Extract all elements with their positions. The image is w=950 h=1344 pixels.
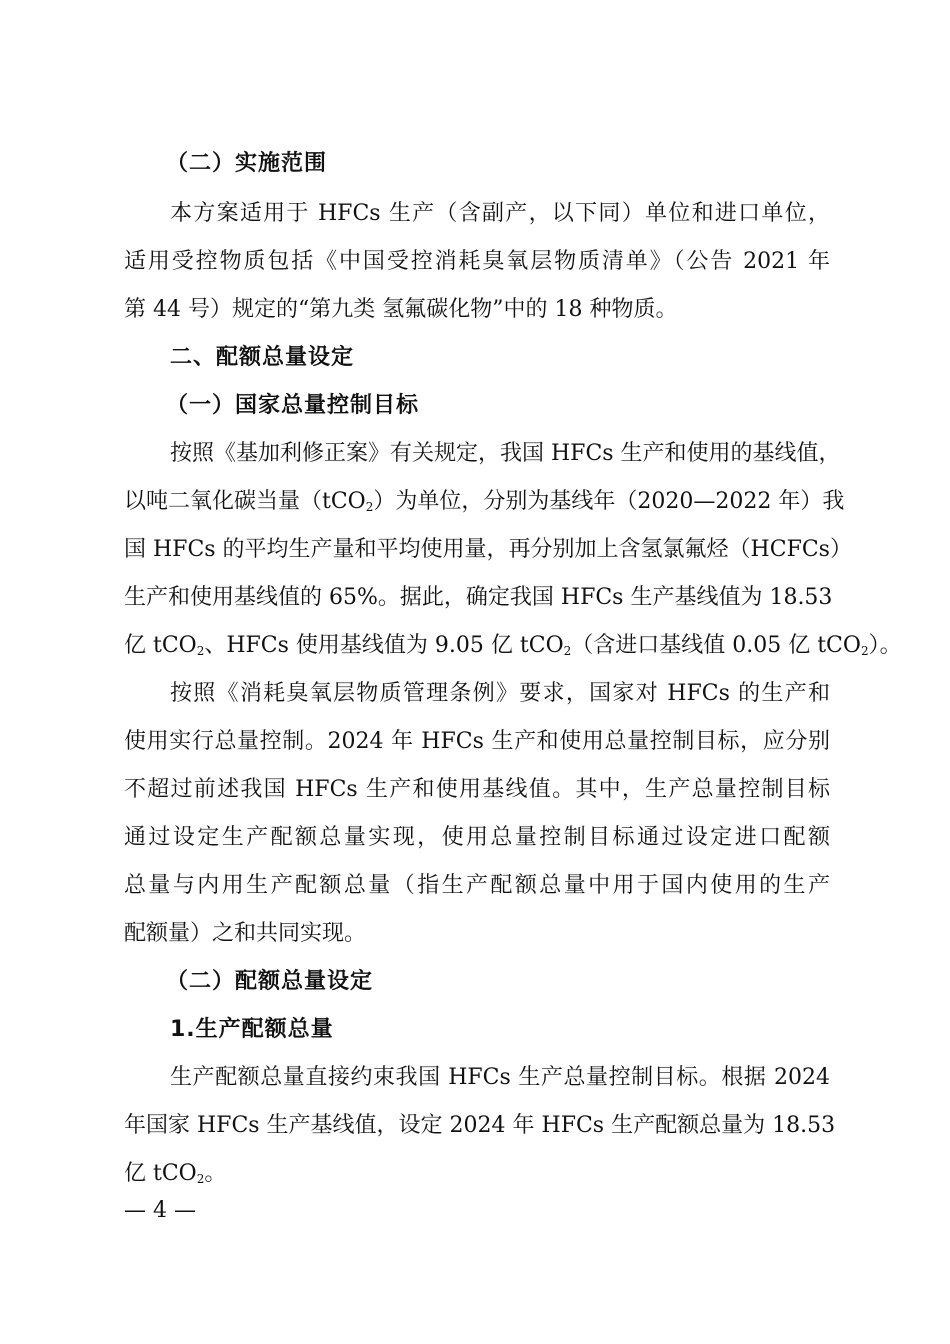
paragraph-line: 本方案适用于 HFCs 生产（含副产，以下同）单位和进口单位， xyxy=(170,201,830,226)
sub-heading-production-quota: 1.生产配额总量 xyxy=(170,1017,334,1042)
paragraph-line: 使用实行总量控制。2024 年 HFCs 生产和使用总量控制目标，应分别 xyxy=(124,729,830,754)
paragraph-line: 国 HFCs 的平均生产量和平均使用量，再分别加上含氢氯氟烃（HCFCs） xyxy=(124,537,852,562)
paragraph-line: 按照《消耗臭氧层物质管理条例》要求，国家对 HFCs 的生产和 xyxy=(170,681,830,706)
paragraph-line xyxy=(124,628,902,664)
text-segment: ）。 xyxy=(868,633,902,658)
section-heading-scope: （二）实施范围 xyxy=(166,151,328,176)
paragraph-line: 总量与内用生产配额总量（指生产配额总量中用于国内使用的生产 xyxy=(124,873,830,898)
section-heading-quota-setting: 二、配额总量设定 xyxy=(170,345,355,370)
paragraph-line: 适用受控物质包括《中国受控消耗臭氧层物质清单》（公告 2021 年 xyxy=(124,249,830,274)
text-segment: 、HFCs 使用基线值为 9.05 亿 tCO xyxy=(204,633,564,658)
section-heading-national-target: （一）国家总量控制目标 xyxy=(166,393,420,418)
page-number: — 4 — xyxy=(124,1198,196,1223)
paragraph-line: 不超过前述我国 HFCs 生产和使用基线值。其中，生产总量控制目标 xyxy=(124,777,830,802)
text-segment: 。 xyxy=(204,1161,227,1186)
paragraph-line: 通过设定生产配额总量实现，使用总量控制目标通过设定进口配额 xyxy=(124,825,830,850)
paragraph-line xyxy=(124,1156,830,1192)
paragraph-line: 按照《基加利修正案》有关规定，我国 HFCs 生产和使用的基线值， xyxy=(170,441,841,466)
paragraph-line: 生产配额总量直接约束我国 HFCs 生产总量控制目标。根据 2024 xyxy=(170,1065,830,1090)
paragraph-line xyxy=(124,484,845,520)
text-segment: 亿 tCO xyxy=(124,633,197,658)
paragraph-line: 第 44 号）规定的“第九类 氢氟碳化物”中的 18 种物质。 xyxy=(124,297,678,322)
paragraph-line: 生产和使用基线值的 65%。据此，确定我国 HFCs 生产基线值为 18.53 xyxy=(124,585,833,610)
text-segment: （含进口基线值 0.05 亿 tCO xyxy=(571,633,861,658)
subscript: 2 xyxy=(563,644,572,658)
text-segment: 亿 tCO xyxy=(124,1161,197,1186)
paragraph-line: 年国家 HFCs 生产基线值，设定 2024 年 HFCs 生产配额总量为 18.53 xyxy=(124,1113,836,1138)
subscript: 2 xyxy=(365,500,374,514)
section-heading-quota-total: （二）配额总量设定 xyxy=(166,969,374,994)
subscript: 2 xyxy=(196,1172,205,1186)
text-segment: 以吨二氧化碳当量（tCO xyxy=(124,489,366,514)
subscript: 2 xyxy=(196,644,205,658)
subscript: 2 xyxy=(860,644,869,658)
paragraph-line: 配额量）之和共同实现。 xyxy=(124,921,367,946)
text-segment: ）为单位，分别为基线年（2020—2022 年）我 xyxy=(373,489,845,514)
